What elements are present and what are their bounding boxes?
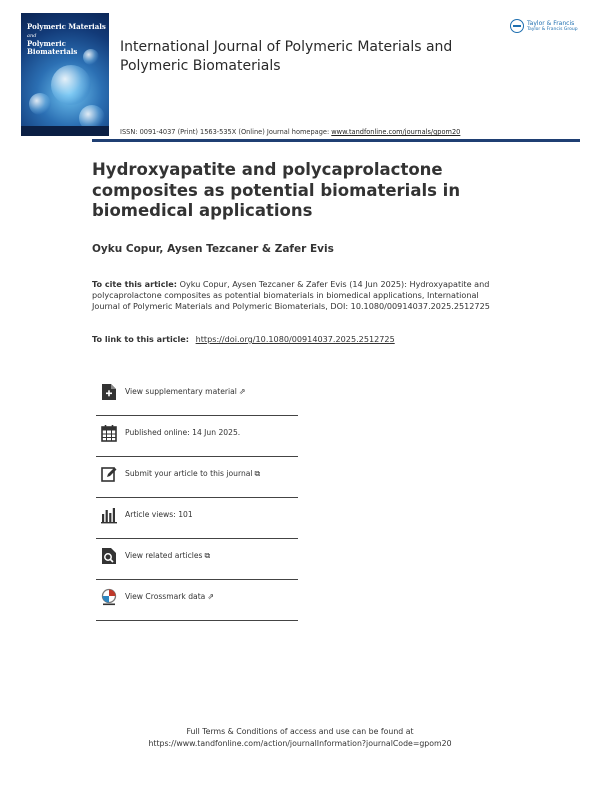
citation-block xyxy=(92,279,492,312)
page-footer xyxy=(0,726,600,750)
publisher-logo-text: Taylor & Francis xyxy=(527,20,575,27)
citation-label: To cite this article: xyxy=(92,279,178,289)
issn-line xyxy=(120,128,460,136)
cover-title-line1: Polymeric Materials xyxy=(27,22,106,31)
publisher-logo-icon xyxy=(510,19,524,33)
header-divider xyxy=(92,139,580,142)
calendar-icon xyxy=(101,424,117,442)
plus-document-icon xyxy=(101,383,117,401)
supplementary-material-text: View supplementary material xyxy=(125,387,237,396)
footer-terms-text: Full Terms & Conditions of access and use can be found at xyxy=(186,727,414,736)
article-views-label: Article views: 101 xyxy=(125,510,193,519)
article-views-item xyxy=(96,498,298,539)
external-link-icon: ⇗ xyxy=(207,592,215,601)
crossmark-item[interactable] xyxy=(96,580,298,621)
cover-footer-band xyxy=(21,126,109,136)
cover-title-and: and xyxy=(27,33,37,39)
journal-cover-image xyxy=(21,13,109,136)
cover-bubble xyxy=(51,65,91,105)
journal-title: International Journal of Polymeric Materials and Polymeric Biomaterials xyxy=(120,39,453,74)
submit-article-item[interactable] xyxy=(96,457,298,498)
published-online-item xyxy=(96,416,298,457)
publisher-logo[interactable] xyxy=(510,17,584,35)
supplementary-material-item[interactable] xyxy=(96,375,298,416)
article-meta-list xyxy=(96,375,298,621)
crossmark-label xyxy=(125,592,214,601)
submit-article-text: Submit your article to this journal xyxy=(125,469,253,478)
edit-icon xyxy=(101,465,117,483)
supplementary-material-label xyxy=(125,387,246,396)
cover-bubble xyxy=(29,93,51,115)
related-articles-text: View related articles xyxy=(125,551,203,560)
bar-chart-icon xyxy=(101,506,117,524)
issn-text: ISSN: 0091-4037 (Print) 1563-535X (Online) Journal homepage: xyxy=(120,128,330,136)
crossmark-text: View Crossmark data xyxy=(125,592,206,601)
published-online-label: Published online: 14 Jun 2025. xyxy=(125,428,241,437)
article-authors: Oyku Copur, Aysen Tezcaner & Zafer Evis xyxy=(92,243,334,255)
submit-article-label xyxy=(125,469,260,479)
article-doi-link[interactable]: https://doi.org/10.1080/00914037.2025.2512725 xyxy=(195,334,395,344)
journal-homepage-link[interactable]: www.tandfonline.com/journals/gpom20 xyxy=(331,128,461,136)
search-document-icon xyxy=(101,547,117,565)
related-articles-item[interactable] xyxy=(96,539,298,580)
external-link-icon: ⇗ xyxy=(238,387,246,396)
related-articles-label xyxy=(125,551,210,561)
article-link-line xyxy=(92,334,395,344)
cover-title-line3: Polymeric Biomaterials xyxy=(27,39,78,56)
crossmark-icon xyxy=(101,588,117,606)
publisher-logo-subtext: Taylor & Francis Group xyxy=(527,27,578,32)
footer-terms-link[interactable]: https://www.tandfonline.com/action/journalInformation?journalCode=gpom20 xyxy=(148,739,452,748)
cover-bubble xyxy=(83,49,99,65)
external-link-icon: ⧉ xyxy=(254,469,261,478)
citation-text: Oyku Copur, Aysen Tezcaner & Zafer Evis (14 Jun 2025): Hydroxyapatite and polycaprolactone composites as potential biomaterials in biomedical applications, International Journal of Polymeric Materials and Polymeric Biomaterials, DOI: 10.1080/00914037.2025.2512725 xyxy=(92,279,490,311)
article-link-label: To link to this article: xyxy=(92,334,190,344)
external-link-icon: ⧉ xyxy=(204,551,211,560)
article-title: Hydroxyapatite and polycaprolactone composites as potential biomaterials in biomedical applications xyxy=(92,160,461,220)
